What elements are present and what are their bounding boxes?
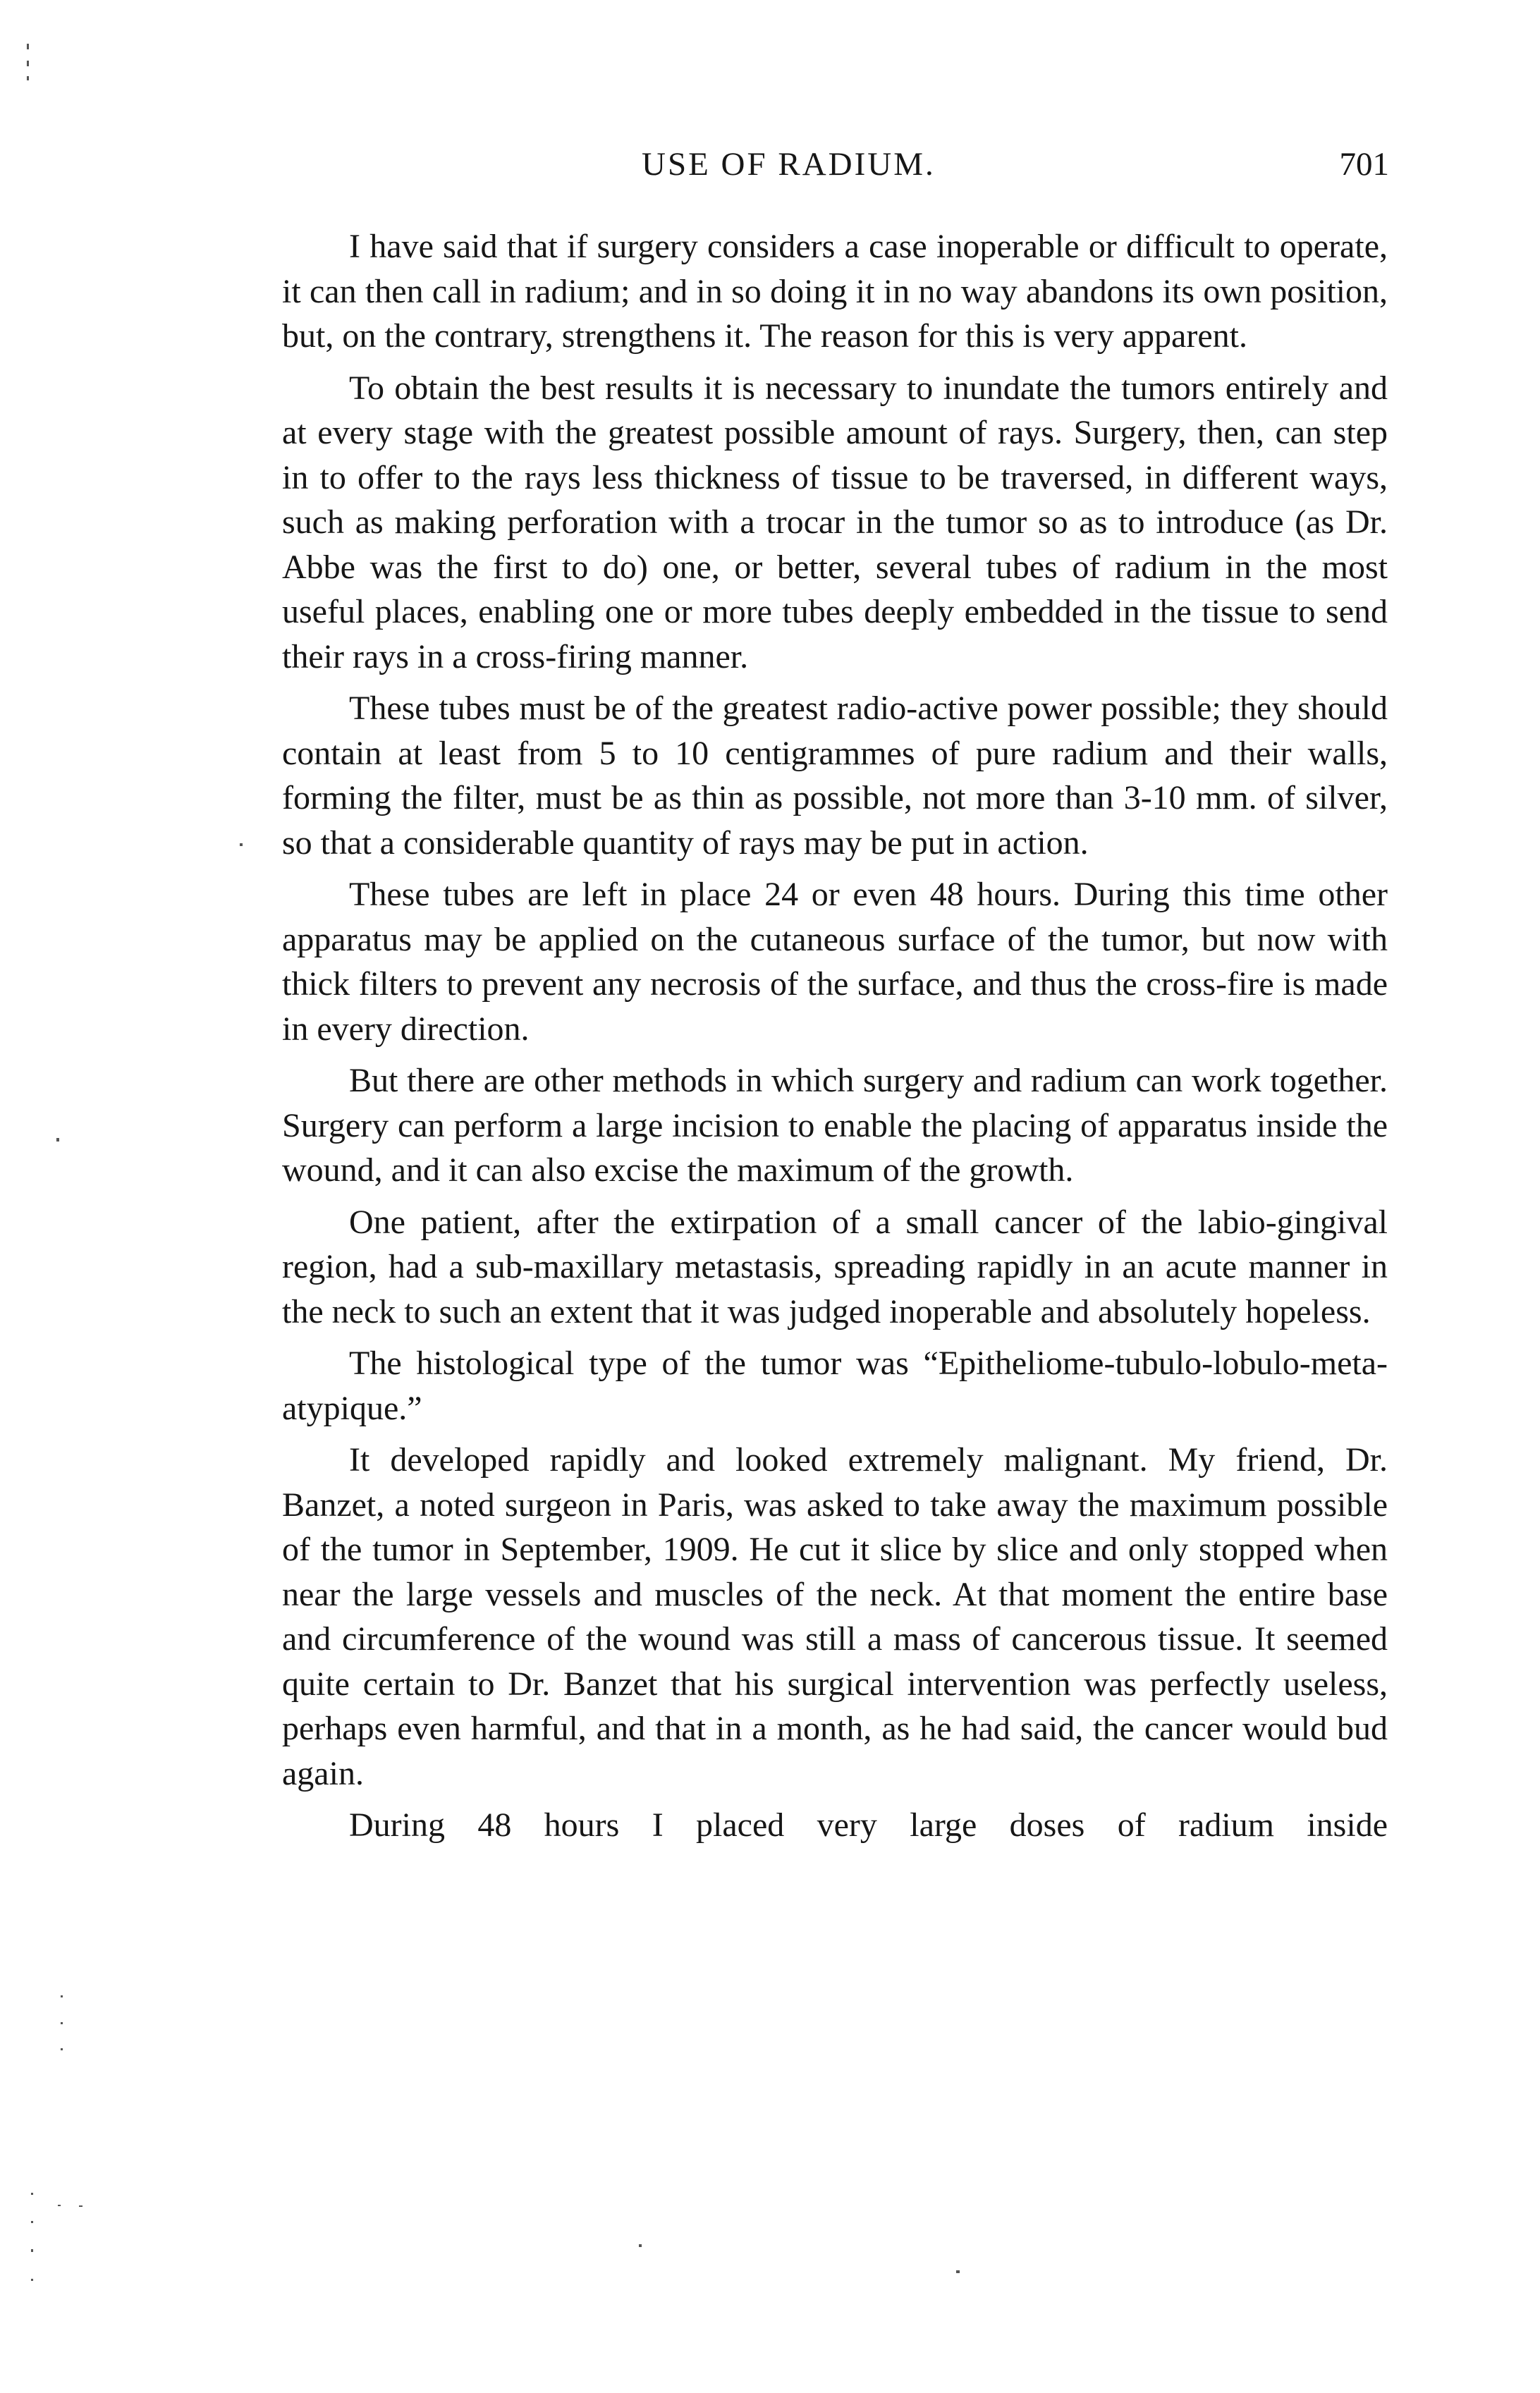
body-text bbox=[282, 224, 1388, 1848]
paragraph-8: It developed rapidly and looked extremely malignant. My friend, Dr. Banzet, a noted surgeon in Paris, was asked to take away the maximum possible of the tumor in September, 1909. He cut it slice by slice and only stopped when near the large vessels and muscles of the neck. At that moment the entire base and circumference of the wound was still a mass of cancerous tissue. It seemed quite certain to Dr. Banzet that his surgical intervention was perfectly useless, perhaps even harmful, and that in a month, as he had said, the cancer would bud again. bbox=[282, 1441, 1388, 1792]
paragraph-5: But there are other methods in which surgery and radium can work together. Surgery can perform a large incision to enable the placing of apparatus inside the wound, and it can also excise the maximum of the growth. bbox=[282, 1062, 1388, 1189]
page-number: 701 bbox=[1339, 146, 1389, 183]
paragraph-7: The histological type of the tumor was “Epitheliome-tubulo-lobulo-meta-atypique.” bbox=[282, 1345, 1388, 1427]
page-header bbox=[282, 140, 1389, 189]
paragraph-1: I have said that if surgery considers a case inoperable or difficult to operate, it can then call in radium; and in so doing it in no way abandons its own position, but, on the contrary, strengthens it. The reason for this is very apparent. bbox=[282, 228, 1388, 355]
paragraph-2: To obtain the best results it is necessary to inundate the tumors entirely and at every stage with the greatest possible amount of rays. Surgery, then, can step in to offer to the rays less thickness of tissue to be traversed, in different ways, such as making perforation with a trocar in the tumor so as to introduce (as Dr. Abbe was the first to do) one, or better, several tubes of radium in the most useful places, enabling one or more tubes deeply embedded in the tissue to send their rays in a cross-firing manner. bbox=[282, 369, 1388, 675]
running-title: USE OF RADIUM. bbox=[642, 146, 936, 183]
paragraph-4: These tubes are left in place 24 or even 48 hours. During this time other apparatus may be applied on the cutaneous surface of the tumor, but now with thick filters to prevent any necrosis of the surface, and thus the cross-fire is made in every direction. bbox=[282, 876, 1388, 1048]
paragraph-6: One patient, after the extirpation of a small cancer of the labio-gingival region, had a sub-maxillary metastasis, spreading rapidly in an acute manner in the neck to such an extent that it was judged inoperable and absolutely hopeless. bbox=[282, 1203, 1388, 1330]
paragraph-9: During 48 hours I placed very large doses of radium inside bbox=[349, 1806, 1388, 1844]
paragraph-3: These tubes must be of the greatest radio-active power possible; they should contain at least from 5 to 10 centigrammes of pure radium and their walls, forming the filter, must be as thin as possible, not more than 3-10 mm. of silver, so that a considerable quantity of rays may be put in action. bbox=[282, 690, 1388, 862]
